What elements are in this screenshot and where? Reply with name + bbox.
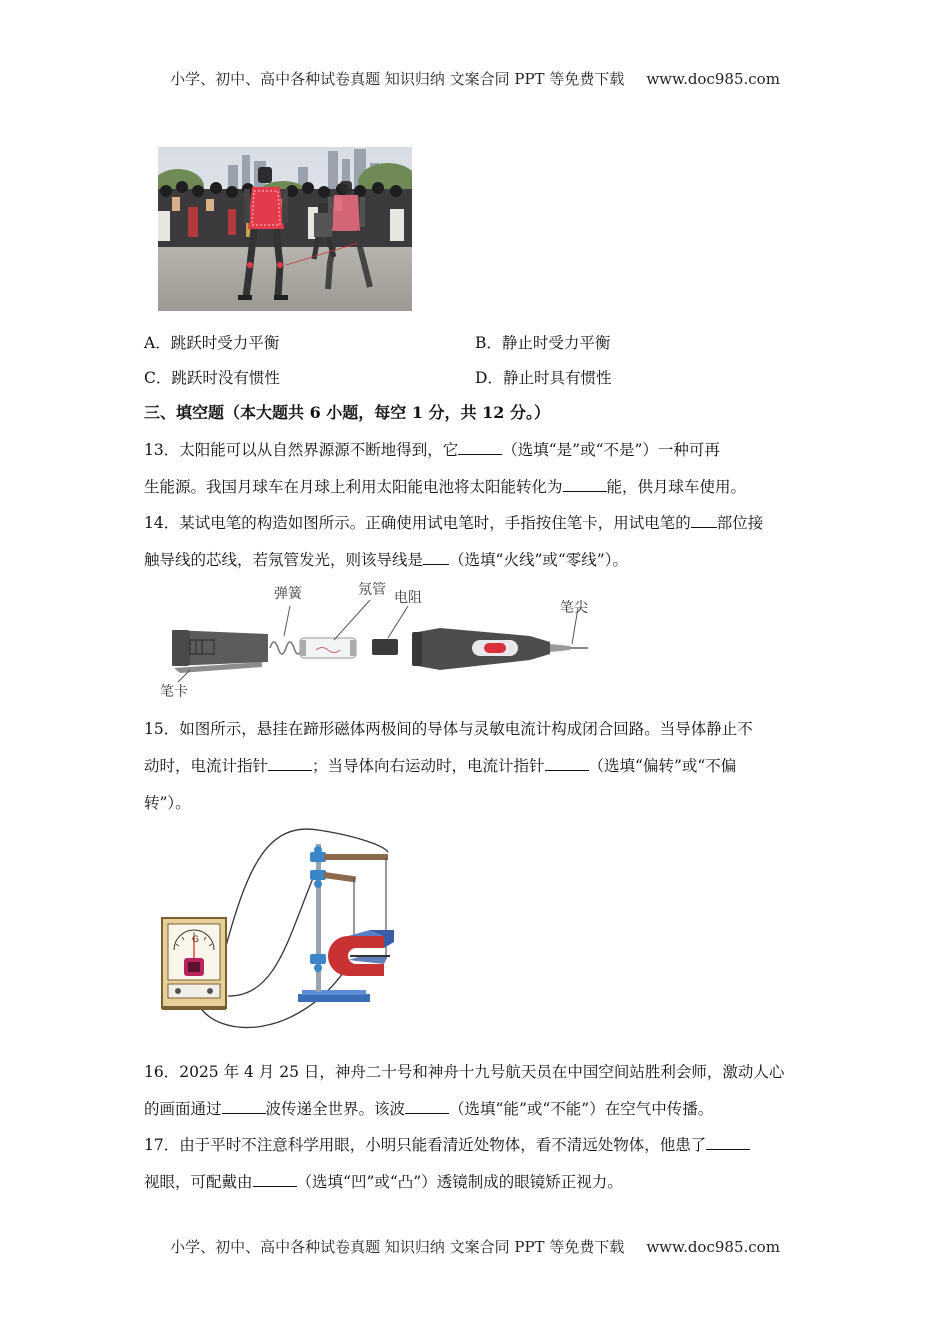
label-pen-clip: 笔卡: [160, 684, 188, 700]
page-header: [0, 68, 950, 89]
footer-site: www.doc985.com: [646, 1238, 780, 1256]
answer-blank[interactable]: [268, 756, 312, 771]
q16-line-1: 16．2025 年 4 月 25 日，神舟二十号和神舟十九号航天员在中国空间站胜利会师，激动人心: [144, 1063, 785, 1081]
answer-blank[interactable]: [423, 550, 449, 565]
meter-g-label: G: [192, 935, 199, 945]
option-letter: B．: [475, 334, 502, 352]
section-title: 三、填空题（本大题共 6 小题，每空 1 分，共 12 分。）: [144, 403, 550, 422]
answer-blank[interactable]: [563, 477, 607, 492]
q16-line-2: 的画面通过 波传递全世界。该波 （选填“能”或“不能”）在空气中传播。: [144, 1100, 714, 1118]
option-b: [475, 331, 610, 353]
page-footer: [0, 1236, 950, 1257]
option-text: 跳跃时没有惯性: [171, 369, 280, 387]
option-text: 静止时受力平衡: [501, 334, 611, 352]
answer-blank[interactable]: [706, 1135, 750, 1150]
option-letter: C．: [144, 369, 172, 387]
label-neon-tube: 氖管: [358, 582, 386, 598]
header-site: www.doc985.com: [646, 70, 780, 88]
answer-blank[interactable]: [691, 513, 717, 528]
test-pen-diagram: [150, 578, 610, 700]
option-letter: A．: [144, 334, 171, 352]
footer-text: 小学、初中、高中各种试卷真题 知识归纳 文案合同 PPT 等免费下载: [170, 1238, 625, 1256]
q14-line-1: 14．某试电笔的构造如图所示。正确使用试电笔时，手指按住笔卡，用试电笔的 部位接: [144, 514, 764, 532]
label-resistor: 电阻: [394, 590, 422, 606]
answer-blank[interactable]: [253, 1172, 297, 1187]
q17-line-2: 视眼，可配戴由 （选填“凹”或“凸”）透镜制成的眼镜矫正视力。: [144, 1173, 623, 1191]
q14-line-2: 触导线的芯线，若氖管发光，则该导线是 （选填“火线”或“零线”）。: [144, 551, 628, 569]
option-a: [144, 331, 279, 353]
answer-blank[interactable]: [405, 1099, 449, 1114]
option-d: [475, 366, 611, 388]
label-pen-tip: 笔尖: [560, 600, 588, 616]
option-text: 静止时具有惯性: [502, 369, 612, 387]
q13-line-1: 13．太阳能可以从自然界源源不断地得到，它 （选填“是”或“不是”）一种可再: [144, 441, 720, 459]
option-text: 跳跃时受力平衡: [170, 334, 280, 352]
option-c: [144, 366, 280, 388]
robot-photo: [158, 147, 412, 311]
q13-line-2: 生能源。我国月球车在月球上利用太阳能电池将太阳能转化为 能，供月球车使用。: [144, 478, 747, 496]
option-letter: D．: [475, 369, 503, 387]
galvanometer-diagram: [158, 826, 398, 1040]
q17-line-1: 17．由于平时不注意科学用眼，小明只能看清近处物体，看不清远处物体，他患了: [144, 1133, 814, 1155]
label-spring: 弹簧: [274, 586, 302, 602]
answer-blank[interactable]: [222, 1099, 266, 1114]
q15-line-1: 15．如图所示，悬挂在蹄形磁体两极间的导体与灵敏电流计构成闭合回路。当导体静止不: [144, 720, 753, 738]
header-text: 小学、初中、高中各种试卷真题 知识归纳 文案合同 PPT 等免费下载: [170, 70, 625, 88]
q15-line-2: 动时，电流计指针 ；当导体向右运动时，电流计指针 （选填“偏转”或“不偏: [144, 757, 737, 775]
answer-blank[interactable]: [458, 440, 502, 455]
answer-blank[interactable]: [545, 756, 589, 771]
q15-line-3: 转”）。: [144, 794, 191, 812]
